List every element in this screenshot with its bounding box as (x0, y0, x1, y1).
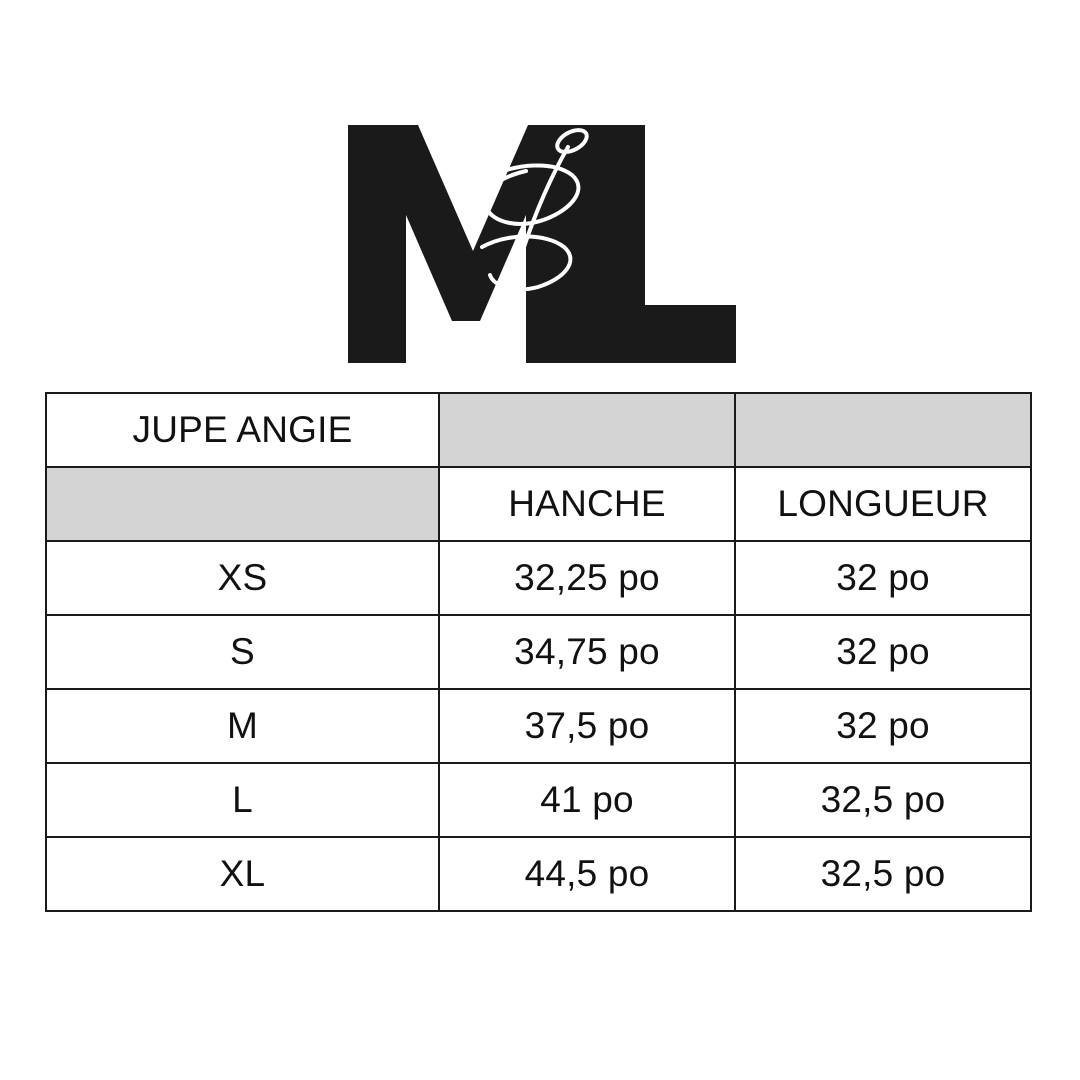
cell-size: L (46, 763, 439, 837)
size-table (45, 392, 1032, 912)
table-title: JUPE ANGIE (46, 393, 439, 467)
table-row (46, 615, 1031, 689)
empty-shaded-cell (735, 393, 1031, 467)
cell-longueur: 32 po (735, 615, 1031, 689)
cell-size: M (46, 689, 439, 763)
brand-logo (0, 104, 1080, 384)
column-header-size (46, 467, 439, 541)
size-table-container (45, 392, 1030, 912)
column-header-hanche: HANCHE (439, 467, 735, 541)
ml-monogram-icon (340, 119, 740, 369)
table-row (46, 763, 1031, 837)
cell-hanche: 32,25 po (439, 541, 735, 615)
cell-hanche: 44,5 po (439, 837, 735, 911)
cell-size: S (46, 615, 439, 689)
column-header-longueur: LONGUEUR (735, 467, 1031, 541)
table-row-header (46, 467, 1031, 541)
table-row (46, 689, 1031, 763)
cell-hanche: 41 po (439, 763, 735, 837)
cell-hanche: 37,5 po (439, 689, 735, 763)
cell-longueur: 32,5 po (735, 837, 1031, 911)
cell-size: XL (46, 837, 439, 911)
cell-longueur: 32 po (735, 541, 1031, 615)
cell-size: XS (46, 541, 439, 615)
cell-hanche: 34,75 po (439, 615, 735, 689)
cell-longueur: 32 po (735, 689, 1031, 763)
cell-longueur: 32,5 po (735, 763, 1031, 837)
table-row-title (46, 393, 1031, 467)
empty-shaded-cell (439, 393, 735, 467)
table-row (46, 837, 1031, 911)
table-row (46, 541, 1031, 615)
